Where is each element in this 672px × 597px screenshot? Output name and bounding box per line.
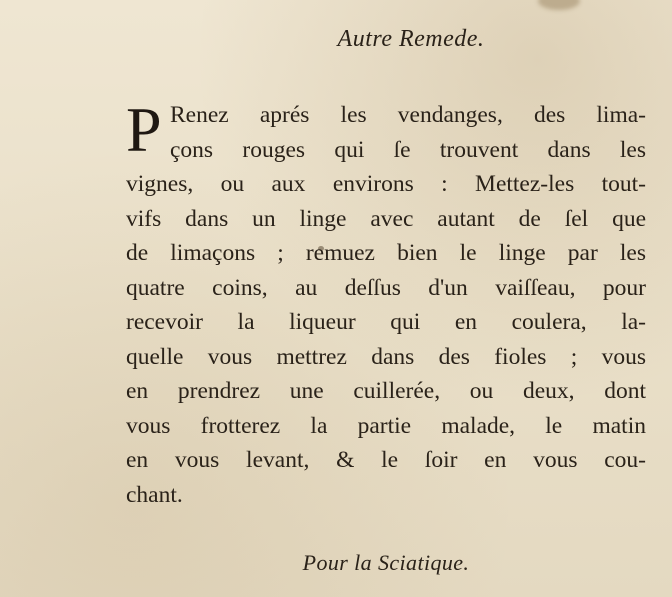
paragraph-line: quatre coins, au deſſus d'un vaiſſeau, pour [126, 274, 646, 301]
paragraph-line: en prendrez une cuillerée, ou deux, dont [126, 378, 646, 404]
paragraph-line: en vous levant, & le ſoir en vous cou- [126, 447, 646, 473]
paragraph-line: Renez aprés les vendanges, des lima- [170, 102, 646, 128]
paragraph-line: quelle vous mettrez dans des fioles ; vous [126, 343, 646, 370]
section-heading: Autre Remede. [337, 26, 485, 52]
paragraph-line: vous frotterez la partie malade, le matin [126, 412, 646, 439]
drop-cap-letter: P [126, 94, 162, 165]
paragraph-line: vifs dans un linge avec autant de ſel que [126, 205, 646, 232]
paragraph-line: chant. [126, 481, 183, 508]
paper-stain [538, 0, 580, 10]
paragraph-line: de limaçons ; remuez bien le linge par les [126, 240, 646, 266]
remedy-paragraph [126, 94, 646, 512]
next-section-heading: Pour la Sciatique. [302, 550, 470, 575]
paragraph-line: vignes, ou aux environs : Mettez-les tout- [126, 171, 646, 197]
paragraph-line: recevoir la liqueur qui en coulera, la- [126, 309, 646, 335]
paragraph-line: çons rouges qui ſe trouvent dans les [170, 136, 646, 163]
